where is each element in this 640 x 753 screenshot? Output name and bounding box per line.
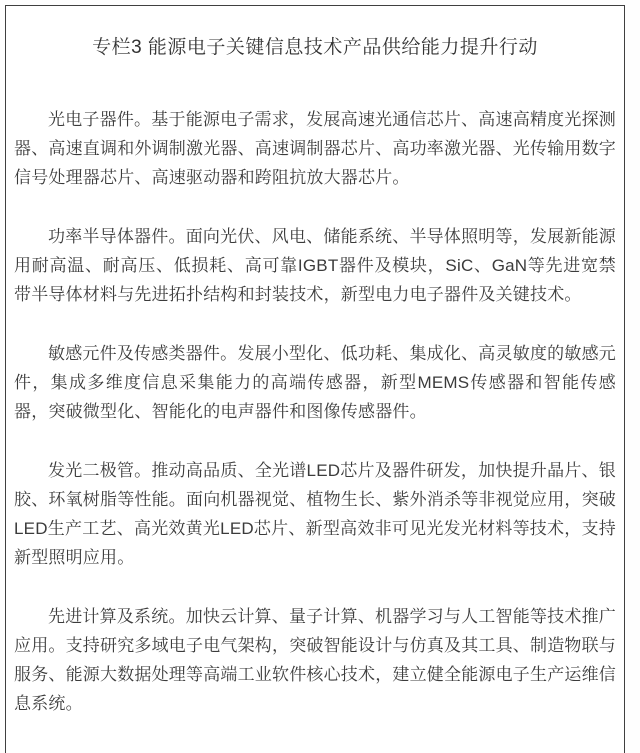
paragraph-sensitive-components-sensors: 敏感元件及传感类器件。发展小型化、低功耗、集成化、高灵敏度的敏感元件，集成多维度信息采集能力的高端传感器，新型MEMS传感器和智能传感器，突破微型化、智能化的电声器件和图像传感器件。 (14, 344, 616, 421)
panel-title: 专栏3 能源电子关键信息技术产品供给能力提升行动 (92, 37, 538, 58)
paragraph-optoelectronic-devices: 光电子器件。基于能源电子需求，发展高速光通信芯片、高速高精度光探测器、高速直调和外调制激光器、高速调制器芯片、高功率激光器、光传输用数字信号处理器芯片、高速驱动器和跨阻抗放大器芯片。 (14, 110, 616, 187)
paragraph-light-emitting-diodes: 发光二极管。推动高品质、全光谱LED芯片及器件研发，加快提升晶片、银胶、环氧树脂等性能。面向机器视觉、植物生长、紫外消杀等非视觉应用，突破LED生产工艺、高光效黄光LED芯片、新型高效非可见光发光材料等技术，支持新型照明应用。 (14, 461, 616, 567)
policy-column-panel (5, 5, 625, 753)
paragraph-advanced-computing-systems: 先进计算及系统。加快云计算、量子计算、机器学习与人工智能等技术推广应用。支持研究多域电子电气架构，突破智能设计与仿真及其工具、制造物联与服务、能源大数据处理等高端工业软件核心技术，建立健全能源电子生产运维信息系统。 (14, 607, 616, 713)
paragraph-power-semiconductor-devices: 功率半导体器件。面向光伏、风电、储能系统、半导体照明等，发展新能源用耐高温、耐高压、低损耗、高可靠IGBT器件及模块，SiC、GaN等先进宽禁带半导体材料与先进拓扑结构和封装技术，新型电力电子器件及关键技术。 (14, 227, 616, 304)
